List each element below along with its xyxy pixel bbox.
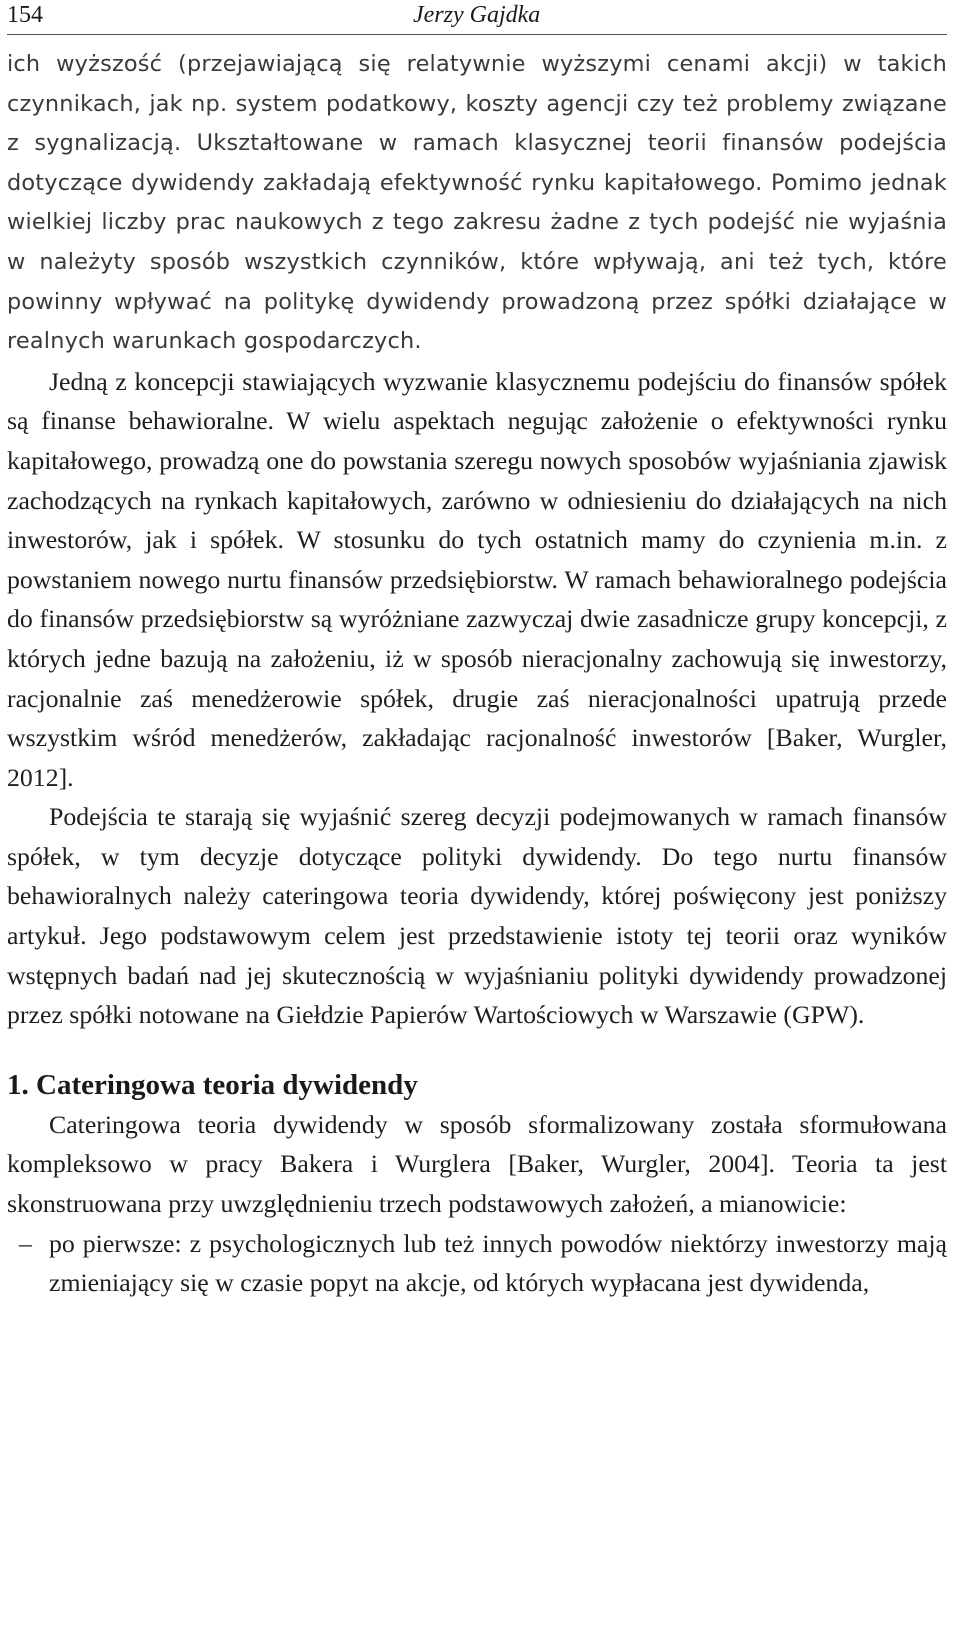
paragraph-3: Podejścia te starają się wyjaśnić szereg decyzji podejmowanych w ramach finansów spółek, w tym decyzje dotyczące polityki dywidendy. Do tego nurtu finansów behawioralnych należy cateringowa teoria dywidendy, której poświęcony jest poniższy artykuł. Jego podstawowym celem jest przedstawienie istoty tej teorii oraz wyników wstępnych badań nad jej skutecznością w wyjaśnianiu polityki dywidendy prowadzonej przez spółki notowane na Giełdzie Papierów Wartościowych w Warszawie (GPW).	[7, 802, 947, 1030]
page-header	[7, 0, 947, 35]
page-body	[7, 45, 947, 1303]
section-heading: 1. Cateringowa teoria dywidendy	[7, 1068, 418, 1101]
running-head-author: Jerzy Gajdka	[413, 2, 541, 28]
section-intro-paragraph: Cateringowa teoria dywidendy w sposób sformalizowany została sformułowana kompleksowo w pracy Bakera i Wurglera [Baker, Wurgler, 2004]. Teoria ta jest skonstruowana przy uwzględnieniu trzech podstawowych założeń, a mianowicie:	[7, 1109, 947, 1219]
list-item-text: po pierwsze: z psychologicznych lub też innych powodów niektórzy inwestorzy mają zmieniający się w czasie popyt na akcje, od których wypłacana jest dywidenda,	[49, 1228, 947, 1298]
page-number: 154	[7, 2, 43, 28]
assumption-list	[7, 1224, 947, 1303]
dash-bullet: –	[19, 1228, 32, 1258]
paragraph-2: Jedną z koncepcji stawiających wyzwanie klasycznemu podejściu do finansów spółek są finanse behawioralne. W wielu aspektach negując założenie o efektywności rynku kapitałowego, prowadzą one do powstania szeregu nowych sposobów wyjaśniania zjawisk zachodzących na rynkach kapitałowych, zarówno w odniesieniu do działających na nich inwestorów, jak i spółek. W stosunku do tych ostatnich mamy do czynienia m.in. z powstaniem nowego nurtu finansów przedsiębiorstw. W ramach behawioralnego podejścia do finansów przedsiębiorstw są wyróżniane zazwyczaj dwie zasadnicze grupy koncepcji, z których jedne bazują na założeniu, iż w sposób nieracjonalny zachowują się inwestorzy, racjonalnie zaś menedżerowie spółek, drugie zaś nieracjonalności upatrują przede wszystkim wśród menedżerów, zakładając racjonalność inwestorów [Baker, Wurgler, 2012].	[7, 366, 947, 792]
paragraph-1: ich wyższość (przejawiającą się relatywnie wyższymi cenami akcji) w takich czynnikach, jak np. system podatkowy, koszty agencji czy też problemy związane z sygnalizacją. Ukształtowane w ramach klasycznej teorii finansów podejścia dotyczące dywidendy zakładają efektywność rynku kapitałowego. Pomimo jednak wielkiej liczby prac naukowych z tego zakresu żadne z tych podejść nie wyjaśnia w należyty sposób wszystkich czynników, które wpływają, ani też tych, które powinny wpływać na politykę dywidendy prowadzoną przez spółki działające w realnych warunkach gospodarczych.	[7, 51, 947, 355]
list-item	[7, 1224, 947, 1303]
